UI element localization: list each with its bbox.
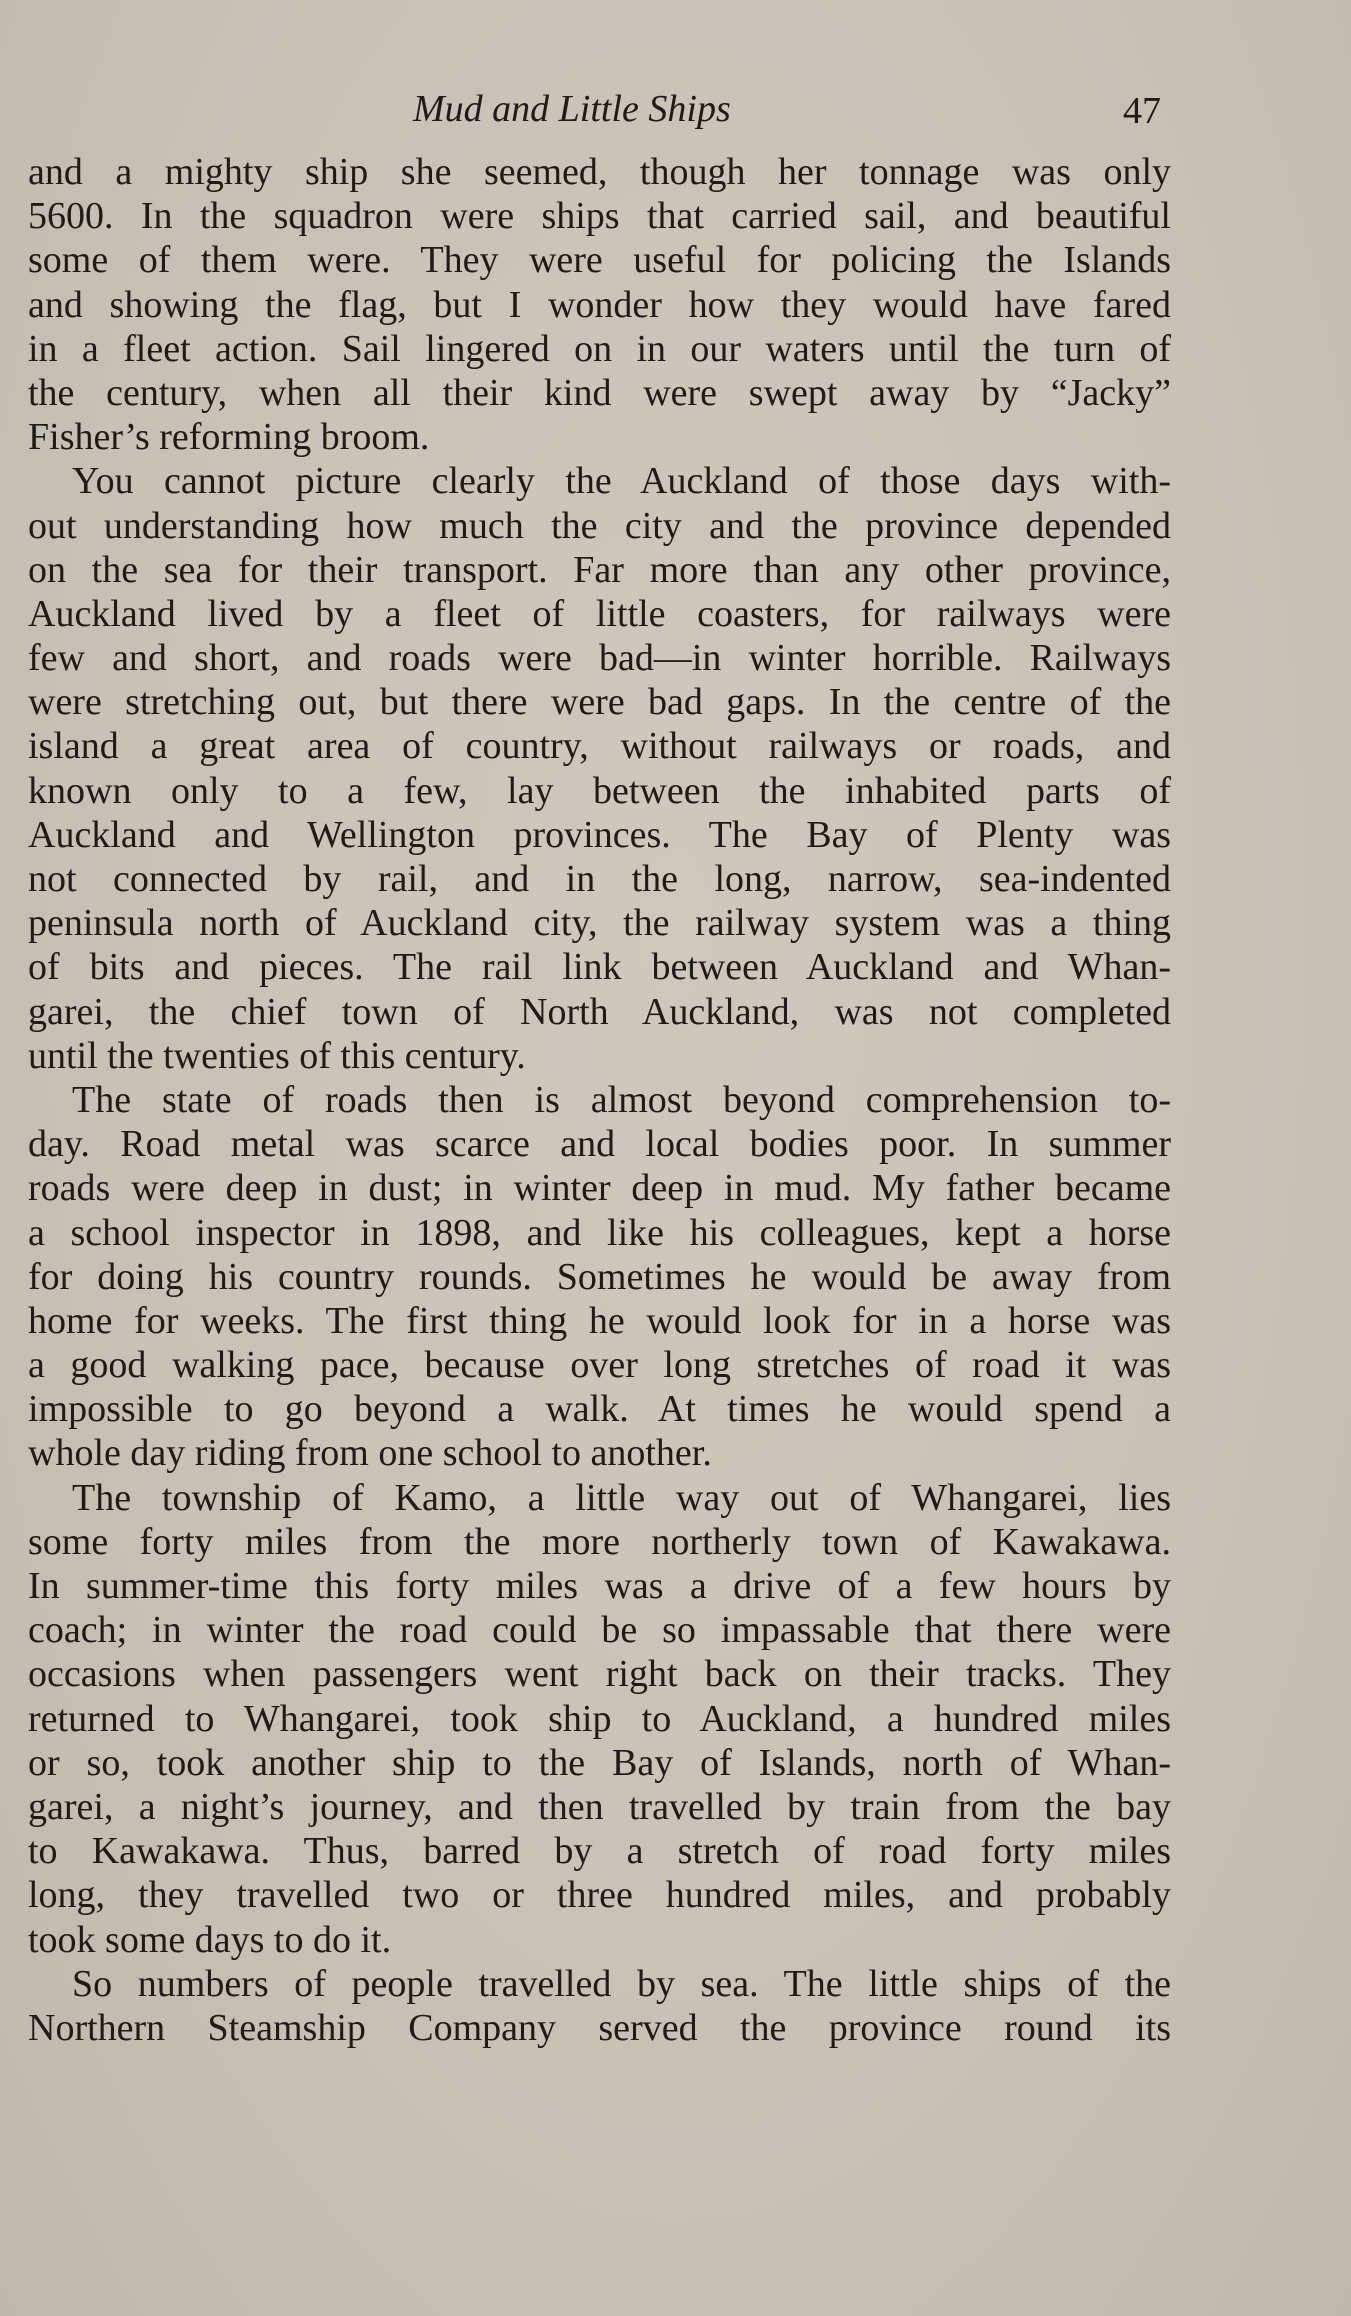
- text-line: Northern Steamship Company served the province round its: [28, 2006, 1171, 2049]
- text-line: returned to Whangarei, took ship to Auckland, a hundred miles: [28, 1697, 1171, 1740]
- text-line: peninsula north of Auckland city, the railway system was a thing: [28, 902, 1171, 945]
- paragraph-first-line: The township of Kamo, a little way out of Whangarei, lies: [72, 1476, 1171, 1519]
- text-line: took some days to do it.: [28, 1918, 392, 1961]
- text-line: in a fleet action. Sail lingered on in our waters until the turn of: [28, 327, 1171, 370]
- text-line: garei, the chief town of North Auckland, was not completed: [28, 990, 1171, 1033]
- paragraph-first-line: So numbers of people travelled by sea. The little ships of the: [72, 1962, 1171, 2005]
- text-line: known only to a few, lay between the inhabited parts of: [28, 769, 1171, 812]
- text-line: whole day riding from one school to another.: [28, 1432, 712, 1475]
- text-line: out understanding how much the city and the province depended: [28, 504, 1171, 547]
- text-line: for doing his country rounds. Sometimes he would be away from: [28, 1255, 1171, 1298]
- text-line: 5600. In the squadron were ships that carried sail, and beautiful: [28, 195, 1171, 238]
- text-line: island a great area of country, without railways or roads, and: [28, 725, 1171, 768]
- text-line: on the sea for their transport. Far more than any other province,: [28, 548, 1171, 591]
- text-line: of bits and pieces. The rail link between Auckland and Whan-: [28, 946, 1171, 989]
- running-head: [0, 82, 1351, 136]
- text-line: home for weeks. The first thing he would look for in a horse was: [28, 1299, 1171, 1342]
- text-line: or so, took another ship to the Bay of Islands, north of Whan-: [28, 1741, 1171, 1784]
- text-line: In summer-time this forty miles was a drive of a few hours by: [28, 1565, 1171, 1607]
- page-number: 47: [1123, 90, 1161, 132]
- text-line: Auckland lived by a fleet of little coasters, for railways were: [28, 592, 1171, 635]
- text-line: occasions when passengers went right back on their tracks. They: [28, 1653, 1171, 1696]
- text-line: were stretching out, but there were bad gaps. In the centre of the: [28, 681, 1171, 724]
- text-line: few and short, and roads were bad—in winter horrible. Railways: [28, 637, 1171, 680]
- text-line: not connected by rail, and in the long, narrow, sea-indented: [28, 858, 1171, 900]
- running-title: Mud and Little Ships: [413, 88, 731, 130]
- text-line: until the twenties of this century.: [28, 1034, 526, 1077]
- text-line: coach; in winter the road could be so impassable that there were: [28, 1609, 1171, 1652]
- text-line: impossible to go beyond a walk. At times he would spend a: [28, 1388, 1171, 1431]
- body-text: [28, 150, 1171, 2050]
- text-line: a good walking pace, because over long stretches of road it was: [28, 1344, 1171, 1387]
- text-line: long, they travelled two or three hundred miles, and probably: [28, 1874, 1171, 1917]
- text-line: and showing the flag, but I wonder how they would have fared: [28, 283, 1171, 326]
- text-line: some forty miles from the more northerly town of Kawakawa.: [28, 1520, 1171, 1563]
- text-line: day. Road metal was scarce and local bodies poor. In summer: [28, 1123, 1171, 1166]
- text-line: the century, when all their kind were swept away by “Jacky”: [28, 371, 1171, 414]
- text-line: some of them were. They were useful for policing the Islands: [28, 239, 1171, 282]
- text-line: a school inspector in 1898, and like his colleagues, kept a horse: [28, 1211, 1171, 1254]
- text-line: roads were deep in dust; in winter deep in mud. My father became: [28, 1167, 1171, 1210]
- text-line: garei, a night’s journey, and then travelled by train from the bay: [28, 1785, 1171, 1828]
- text-line: and a mighty ship she seemed, though her tonnage was only: [28, 151, 1171, 193]
- paragraph-first-line: You cannot picture clearly the Auckland of those days with-: [72, 460, 1171, 503]
- text-line: to Kawakawa. Thus, barred by a stretch of road forty miles: [28, 1830, 1171, 1873]
- text-line: Auckland and Wellington provinces. The Bay of Plenty was: [28, 813, 1171, 856]
- text-line: Fisher’s reforming broom.: [28, 416, 430, 459]
- paragraph-first-line: The state of roads then is almost beyond comprehension to-: [72, 1078, 1171, 1121]
